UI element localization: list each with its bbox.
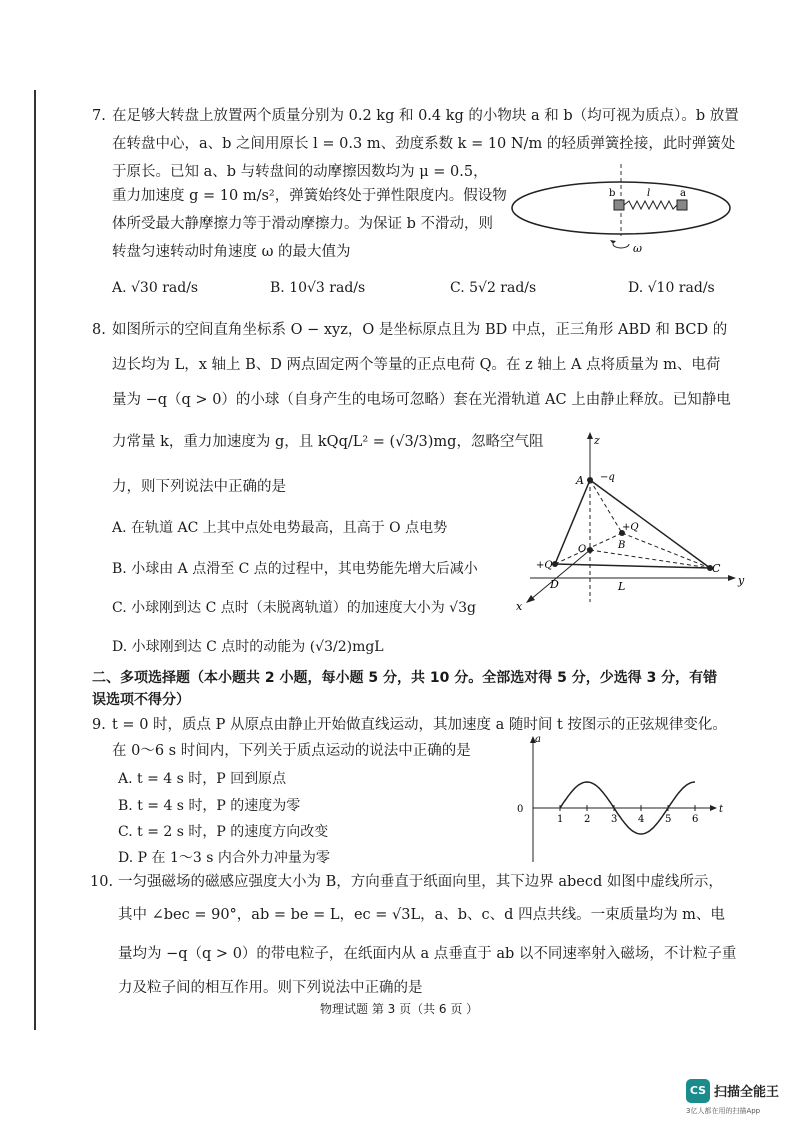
q8-line-4: 力常量 k，重力加速度为 g，且 kQq/L² = (√3/3)mg，忽略空气阻 [112, 434, 544, 450]
edge-bc [622, 533, 710, 568]
arrow-head-icon [610, 240, 616, 244]
camscanner-logo-icon: CS [686, 1079, 710, 1103]
label-x: x [516, 600, 523, 613]
tick-label-2: 2 [584, 814, 591, 825]
q8-option-b: B. 小球由 A 点滑至 C 点的过程中，其电势能先增大后减小 [112, 561, 478, 577]
q7-line-1: 在足够大转盘上放置两个质量分别为 0.2 kg 和 0.4 kg 的小物块 a 和 b（均可视为质点）。b 放置 [112, 108, 739, 124]
label-a-point: A [576, 474, 584, 487]
scanner-subtitle: 3亿人都在用的扫描App [686, 1107, 761, 1115]
tick-label-1: 1 [557, 814, 564, 825]
label-a: a [680, 188, 686, 199]
q9-line-2: 在 0～6 s 时间内，下列关于质点运动的说法中正确的是 [112, 743, 471, 759]
q7-line-3: 于原长。已知 a、b 与转盘间的动摩擦因数均为 μ = 0.5， [112, 164, 488, 180]
label-b-point: B [618, 540, 626, 551]
q10-line-3: 量均为 −q（q > 0）的带电粒子，在纸面内从 a 点垂直于 ab 以不同速率射入磁场，不计粒子重 [118, 946, 737, 962]
q7-option-c: C. 5√2 rad/s [450, 280, 537, 296]
block-b [614, 200, 624, 210]
q9-option-a: A. t = 4 s 时，P 回到原点 [118, 771, 287, 787]
coordinate-figure [510, 430, 760, 615]
edge-ab [590, 480, 622, 533]
label-o: O [578, 544, 587, 555]
q8-line-3: 量为 −q（q > 0）的小球（自身产生的电场可忽略）套在光滑轨道 AC 上由静止释放。已知静电 [112, 392, 731, 408]
label-omega: ω [633, 242, 642, 255]
q8-line-1: 如图所示的空间直角坐标系 O − xyz，O 是坐标原点且为 BD 中点，正三角形 ABD 和 BCD 的 [112, 322, 728, 338]
label-z: z [594, 434, 600, 447]
rotation-arrow-icon [613, 244, 629, 248]
q7-line-6: 转盘匀速转动时角速度 ω 的最大值为 [112, 244, 351, 260]
q7-line-5: 体所受最大静摩擦力等于滑动摩擦力。为保证 b 不滑动，则 [112, 216, 493, 232]
binding-margin-line [34, 90, 36, 1030]
q9-option-b: B. t = 4 s 时，P 的速度为零 [118, 798, 301, 814]
point-o [587, 547, 593, 553]
z-arrow-icon [587, 432, 593, 439]
x-arrow-icon [526, 595, 535, 603]
edge-dc [555, 564, 710, 568]
spring [624, 201, 677, 209]
label-b: b [609, 188, 616, 199]
page-footer: 物理试题 第 3 页（共 6 页 ） [320, 1002, 479, 1016]
label-y: y [738, 574, 745, 587]
label-minus-q: −q [600, 472, 615, 483]
t-axis-arrow-icon [710, 805, 717, 811]
label-c-point: C [712, 562, 721, 575]
q7-line-4: 重力加速度 g = 10 m/s²，弹簧始终处于弹性限度内。假设物 [112, 188, 507, 204]
q8-option-d: D. 小球刚到达 C 点时的动能为 (√3/2)mgL [112, 639, 384, 655]
t-axis-label: t [719, 804, 724, 815]
q7-option-b: B. 10√3 rad/s [270, 280, 366, 296]
label-plus-q-b: +Q [622, 522, 639, 533]
q10-line-1: 一匀强磁场的磁感应强度大小为 B，方向垂直于纸面向里，其下边界 abecd 如图中虚线所示， [118, 874, 723, 890]
q8-line-5: 力，则下列说法中正确的是 [112, 479, 286, 495]
q8-number: 8. [92, 322, 106, 338]
tick-label-3: 3 [611, 814, 618, 825]
q9-option-d: D. P 在 1～3 s 内合外力冲量为零 [118, 850, 330, 866]
q8-option-a: A. 在轨道 AC 上其中点处电势最高，且高于 O 点电势 [112, 520, 448, 536]
a-axis-label: a [535, 734, 541, 745]
label-plus-q-d: +Q [536, 560, 553, 571]
origin-label: 0 [517, 804, 524, 815]
section-2-heading-cont: 误选项不得分） [92, 692, 190, 708]
tick-label-5: 5 [665, 814, 672, 825]
q8-option-c: C. 小球刚到达 C 点时（未脱离轨道）的加速度大小为 √3g [112, 600, 476, 616]
q8-line-2: 边长均为 L，x 轴上 B、D 两点固定两个等量的正点电荷 Q。在 z 轴上 A 点将质量为 m、电荷 [112, 357, 721, 373]
edge-ac [590, 480, 710, 568]
q7-option-d: D. √10 rad/s [628, 280, 715, 296]
q9-number: 9. [92, 717, 106, 733]
tick-label-4: 4 [638, 814, 645, 825]
tick-label-6: 6 [692, 814, 699, 825]
scanner-title: 扫描全能王 [714, 1085, 780, 1100]
section-2-heading: 二、多项选择题（本小题共 2 小题，每小题 5 分，共 10 分。全部选对得 5 分，少选得 3 分，有错 [92, 670, 718, 686]
q9-line-1: t = 0 时，质点 P 从原点由静止开始做直线运动，其加速度 a 随时间 t 按图示的正弦规律变化。 [112, 717, 727, 733]
q7-line-2: 在转盘中心，a、b 之间用原长 l = 0.3 m、劲度系数 k = 10 N/m 的轻质弹簧拴接，此时弹簧处 [112, 136, 736, 152]
acceleration-graph [505, 730, 735, 868]
label-d-point: D [550, 578, 559, 591]
q10-line-4: 力及粒子间的相互作用。则下列说法中正确的是 [118, 980, 423, 996]
y-arrow-icon [728, 575, 736, 581]
x-axis [530, 550, 590, 600]
label-l: l [647, 188, 651, 199]
point-d [552, 561, 558, 567]
q7-option-a: A. √30 rad/s [112, 280, 199, 296]
q9-option-c: C. t = 2 s 时，P 的速度方向改变 [118, 824, 329, 840]
point-a [587, 477, 593, 483]
q7-number: 7. [92, 108, 106, 124]
turntable-figure [505, 160, 745, 260]
block-a [677, 200, 687, 210]
q10-number: 10. [90, 874, 114, 890]
q10-line-2: 其中 ∠bec = 90°，ab = be = L，ec = √3L，a、b、c、d 四点共线。一束质量均为 m、电 [118, 907, 725, 923]
label-l-edge: L [618, 580, 626, 593]
